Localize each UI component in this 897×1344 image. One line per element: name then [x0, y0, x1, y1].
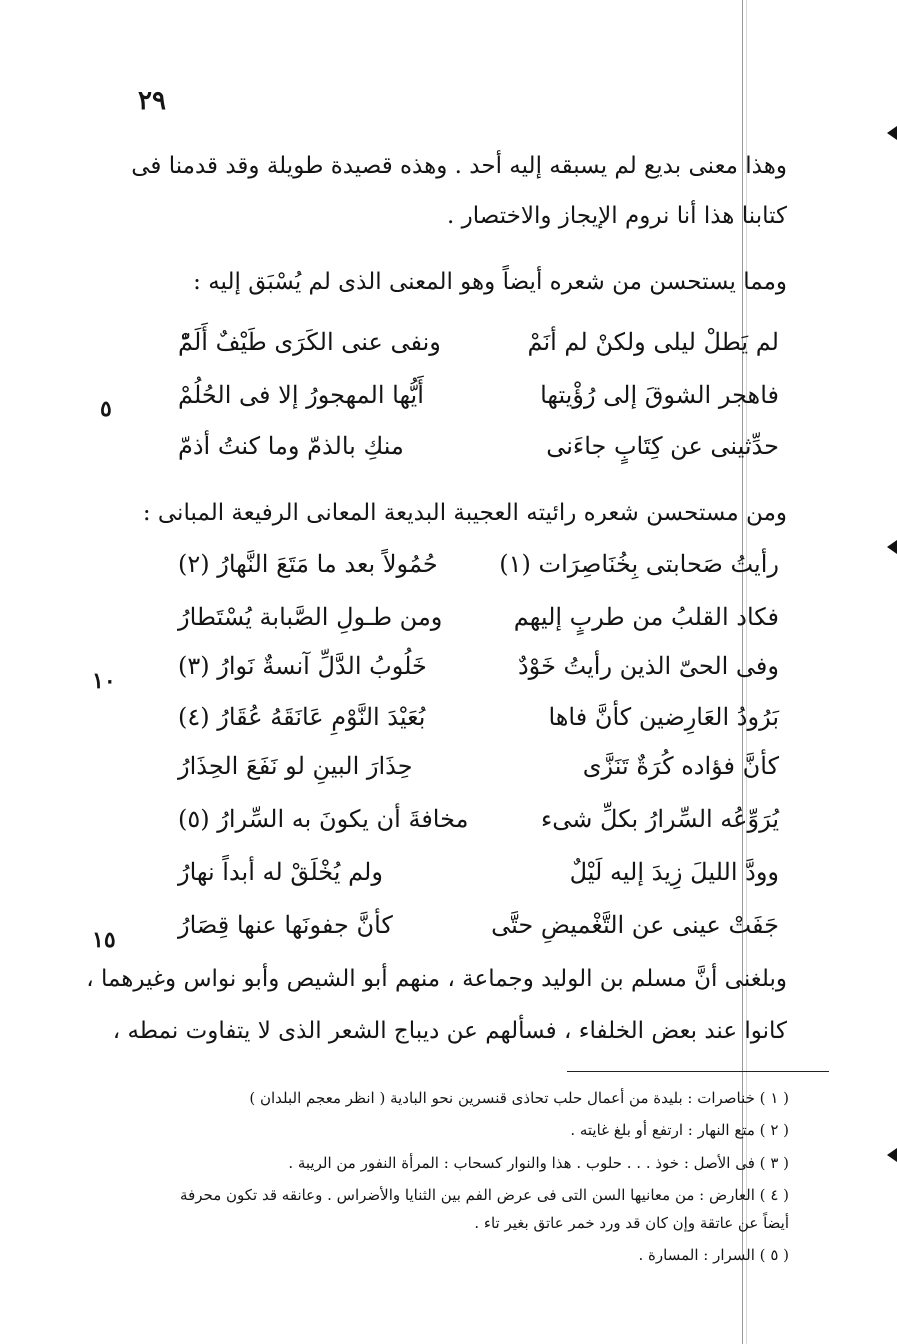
verse-second-hemistich: خَلُوبُ الدَّلِّ آنسةٌ نَوارُ (٣) — [178, 652, 427, 680]
paragraph-line: ومما يستحسن من شعره أيضاً وهو المعنى الذى لم يُسْبَق إليه : — [193, 269, 787, 295]
verse-first-hemistich: وفى الحىّ الذين رأيتُ خَوْدٌ — [517, 652, 779, 680]
poem-verse — [178, 381, 779, 413]
footnote: ( ٥ ) السرار : المسارة . — [638, 1246, 789, 1264]
footnote-separator — [567, 1071, 829, 1072]
verse-first-hemistich: وودَّ الليلَ زِيدَ إليه لَيْلٌ — [569, 858, 779, 886]
paragraph-line: وبلغنى أنَّ مسلم بن الوليد وجماعة ، منهم أبو الشيص وأبو نواس وغيرهما ، — [86, 966, 787, 992]
poem-verse — [178, 550, 779, 582]
verse-second-hemistich: حُمُولاً بعد ما مَتَعَ النَّهارُ (٢) — [178, 550, 438, 578]
paragraph-line: كتابنا هذا أنا نروم الإيجاز والاختصار . — [447, 203, 787, 229]
footnote: أيضاً عن عاتقة وإن كان قد ورد خمر عاتق بغير تاء . — [474, 1214, 789, 1232]
verse-first-hemistich: يُرَوِّعُه السِّرارُ بكلِّ شىء — [541, 805, 779, 833]
verse-first-hemistich: حدِّثينى عن كِتَابٍ جاءَنى — [546, 432, 779, 460]
poem-verse — [178, 911, 779, 943]
verse-first-hemistich: بَرُودُ العَارِضين كأنَّ فاها — [548, 703, 779, 731]
verse-first-hemistich: جَفَتْ عينى عن التَّغْميضِ حتَّى — [491, 911, 779, 939]
edge-marker — [887, 540, 897, 554]
footnote: ( ٤ ) العارض : من معانيها السن التى فى عرض الفم بين الثنايا والأضراس . وعانقه قد تكون محرفة — [180, 1186, 789, 1204]
page-number: ٢٩ — [138, 86, 166, 116]
poem-verse — [178, 703, 779, 735]
paragraph-line: وهذا معنى بديع لم يسبقه إليه أحد . وهذه قصيدة طويلة وقد قدمنا فى — [131, 153, 787, 179]
footnote: ( ٣ ) فى الأصل : خوذ . . . حلوب . هذا والنوار كسحاب : المرأة النفور من الريبة . — [288, 1154, 789, 1172]
edge-marker — [887, 1148, 897, 1162]
poem-verse — [178, 652, 779, 684]
paragraph-line: ومن مستحسن شعره رائيته العجيبة البديعة المعانى الرفيعة المبانى : — [142, 500, 787, 526]
poem-verse — [178, 603, 779, 635]
line-number: ٥ — [100, 396, 112, 422]
verse-second-hemistich: حِذَارَ البينِ لو نَفَعَ الحِذَارُ — [178, 752, 413, 780]
poem-verse — [178, 805, 779, 837]
footnote: ( ٢ ) متع النهار : ارتفع أو بلغ غايته . — [570, 1121, 789, 1139]
verse-first-hemistich: لم يَطلْ ليلى ولكنْ لم أنَمْ — [527, 328, 779, 356]
verse-second-hemistich: مخافةَ أن يكونَ به السِّرارُ (٥) — [178, 805, 469, 833]
verse-second-hemistich: ولم يُخْلَقْ له أبداً نهارُ — [178, 858, 383, 886]
line-number: ١٥ — [92, 927, 116, 953]
verse-first-hemistich: رأيتُ صَحابتى بِخُنَاصِرَات (١) — [499, 550, 779, 578]
verse-first-hemistich: فكاد القلبُ من طربٍ إليهم — [513, 603, 779, 631]
footnote: ( ١ ) خناصرات : بليدة من أعمال حلب تحاذى قنسرين نحو البادية ( انظر معجم البلدان ) — [249, 1089, 789, 1107]
verse-second-hemistich: أَيُّها المهجورُ إلا فى الحُلُمْ — [178, 381, 424, 409]
verse-second-hemistich: بُعَيْدَ النَّوْمِ عَانَقَهُ عُقَارُ (٤) — [178, 703, 426, 731]
poem-verse — [178, 328, 779, 360]
verse-second-hemistich: كأنَّ جفونَها عنها قِصَارُ — [178, 911, 393, 939]
paragraph-line: كانوا عند بعض الخلفاء ، فسألهم عن ديباج الشعر الذى لا يتفاوت نمطه ، — [112, 1018, 787, 1044]
poem-verse — [178, 432, 779, 464]
verse-first-hemistich: كأنَّ فؤاده كُرَةٌ تَنَزَّى — [582, 752, 779, 780]
poem-verse — [178, 752, 779, 784]
edge-marker — [887, 126, 897, 140]
verse-second-hemistich: ومن طـولِ الصَّبابة يُسْتَطارُ — [178, 603, 443, 631]
poem-verse — [178, 858, 779, 890]
verse-first-hemistich: فاهجر الشوقَ إلى رُؤْيتها — [540, 381, 779, 409]
verse-second-hemistich: ونفى عنى الكَرَى طَيْفٌ أَلَمّْ — [178, 328, 441, 356]
line-number: ١٠ — [92, 668, 116, 694]
verse-second-hemistich: منكِ بالذمّ وما كنتُ أذمّ — [178, 432, 404, 460]
